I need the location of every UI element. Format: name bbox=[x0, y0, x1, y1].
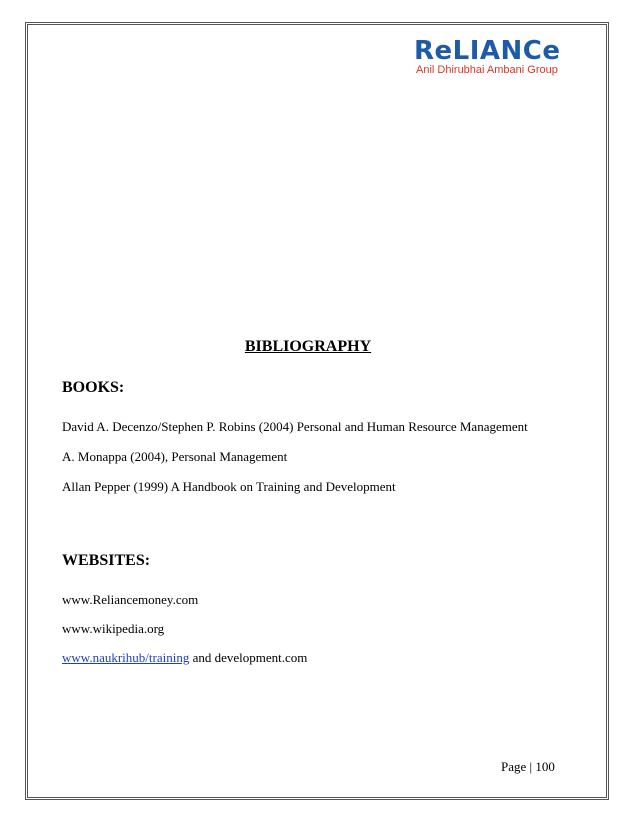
logo-wordmark: ReLIANCe bbox=[414, 36, 561, 66]
book-reference-1: David A. Decenzo/Stephen P. Robins (2004) Personal and Human Resource Management bbox=[62, 419, 528, 434]
website-reference-3 bbox=[62, 650, 307, 666]
books-heading: BOOKS: bbox=[62, 379, 125, 396]
logo-tagline: Anil Dhirubhai Ambani Group bbox=[416, 64, 558, 76]
reliance-logo bbox=[414, 38, 560, 82]
page-title: BIBLIOGRAPHY bbox=[244, 338, 372, 355]
website-reference-2: www.wikipedia.org bbox=[62, 621, 165, 636]
page-number: Page | 100 bbox=[501, 759, 555, 774]
websites-heading: WEBSITES: bbox=[62, 552, 151, 569]
website-link-suffix: and development.com bbox=[189, 650, 308, 665]
website-reference-1: www.Reliancemoney.com bbox=[62, 592, 199, 607]
page-border bbox=[25, 22, 609, 800]
book-reference-3: Allan Pepper (1999) A Handbook on Training and Development bbox=[62, 479, 396, 494]
website-link[interactable]: www.naukrihub/training bbox=[62, 650, 190, 665]
book-reference-2: A. Monappa (2004), Personal Management bbox=[62, 449, 288, 464]
